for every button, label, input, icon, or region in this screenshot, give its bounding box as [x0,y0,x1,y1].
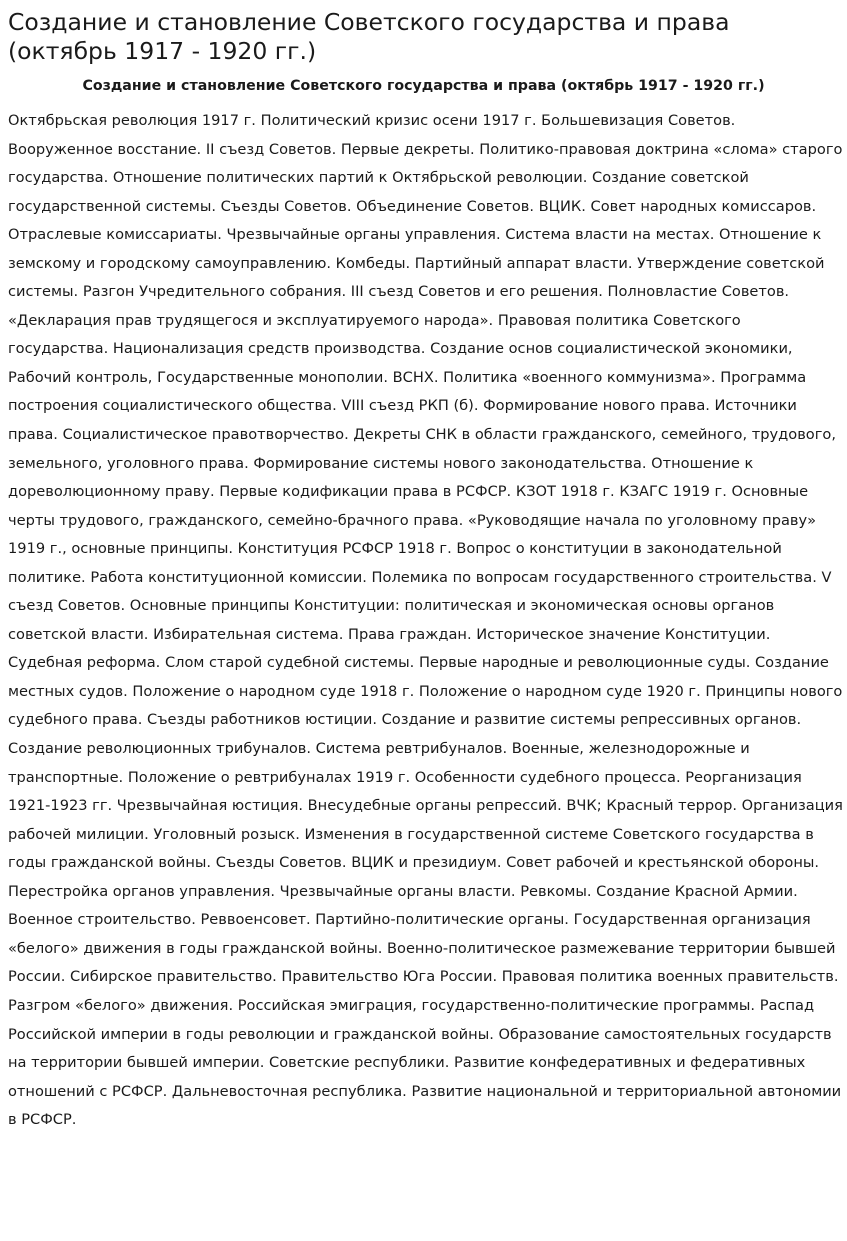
section-heading: Создание и становление Советского государства и права (октябрь 1917 - 1920 гг.) [82,78,765,94]
page-title: Создание и становление Советского государства и права (октябрь 1917 - 1920 гг.) [8,8,730,65]
body-paragraph: Октябрьская революция 1917 г. Политический кризис осени 1917 г. Большевизация Советов. Вооруженное восстание. II съезд Советов. Первые декреты. Политико-правовая доктрина «слома» старого государства. Отношение политических партий к Октябрьской революции. Создание советской государственной системы. Съезды Советов. Объединение Советов. ВЦИК. Совет народных комиссаров. Отраслевые комиссариаты. Чрезвычайные органы управления. Система власти на местах. Отношение к земскому и городскому самоуправлению. Комбеды. Партийный аппарат власти. Утверждение советской системы. Разгон Учредительного собрания. III съезд Советов и его решения. Полновластие Советов. «Декларация прав трудящегося и эксплуатируемого народа». Правовая политика Советского государства. Национализация средств производства. Создание основ социалистической экономики, Рабочий контроль, Государственные монополии. ВСНХ. Политика «военного коммунизма». Программа построения социалистического общества. VIII съезд РКП (б). Формирование нового права. Источники права. Социалистическое правотворчество. Декреты СНК в области гражданского, семейного, трудового, земельного, уголовного права. Формирование системы нового законодательства. Отношение к дореволюционному праву. Первые кодификации права в РСФСР. КЗОТ 1918 г. КЗАГС 1919 г. Основные черты трудового, гражданского, семейно-брачного права. «Руководящие начала по уголовному праву» 1919 г., основные принципы. Конституция РСФСР 1918 г. Вопрос о конституции в законодательной политике. Работа конституционной комиссии. Полемика по вопросам государственного строительства. V съезд Советов. Основные принципы Конституции: политическая и экономическая основы органов советской власти. Избирательная система. Права граждан. Историческое значение Конституции. Судебная реформа. Слом старой судебной системы. Первые народные и революционные суды. Создание местных судов. Положение о народном суде 1918 г. Положение о народном суде 1920 г. Принципы нового судебного права. Съезды работников юстиции. Создание и развитие системы репрессивных органов. Создание революционных трибуналов. Система ревтрибуналов. Военные, железнодорожные и транспортные. Положение о ревтрибуналах 1919 г. Особенности судебного процесса. Реорганизация 1921-1923 гг. Чрезвычайная юстиция. Внесудебные органы репрессий. ВЧК; Красный террор. Организация рабочей милиции. Уголовный розыск. Изменения в государственной системе Советского государства в годы гражданской войны. Съезды Советов. ВЦИК и президиум. Совет рабочей и крестьянской обороны. Перестройка органов управления. Чрезвычайные органы власти. Ревкомы. Создание Красной Армии. Военное строительство. Реввоенсовет. Партийно-политические органы. Государственная организация «белого» движения в годы гражданской войны. Военно-политическое размежевание территории бывшей России. Сибирское правительство. Правительство Юга России. Правовая политика военных правительств. Разгром «белого» движения. Российская эмиграция, государственно-политические программы. Распад Российской империи в годы революции и гражданской войны. Образование самостоятельных государств на территории бывшей империи. Советские республики. Развитие конфедеративных и федеративных отношений с РСФСР. Дальневосточная республика. Развитие национальной и территориальной автономии в РСФСР. [8,112,843,1129]
